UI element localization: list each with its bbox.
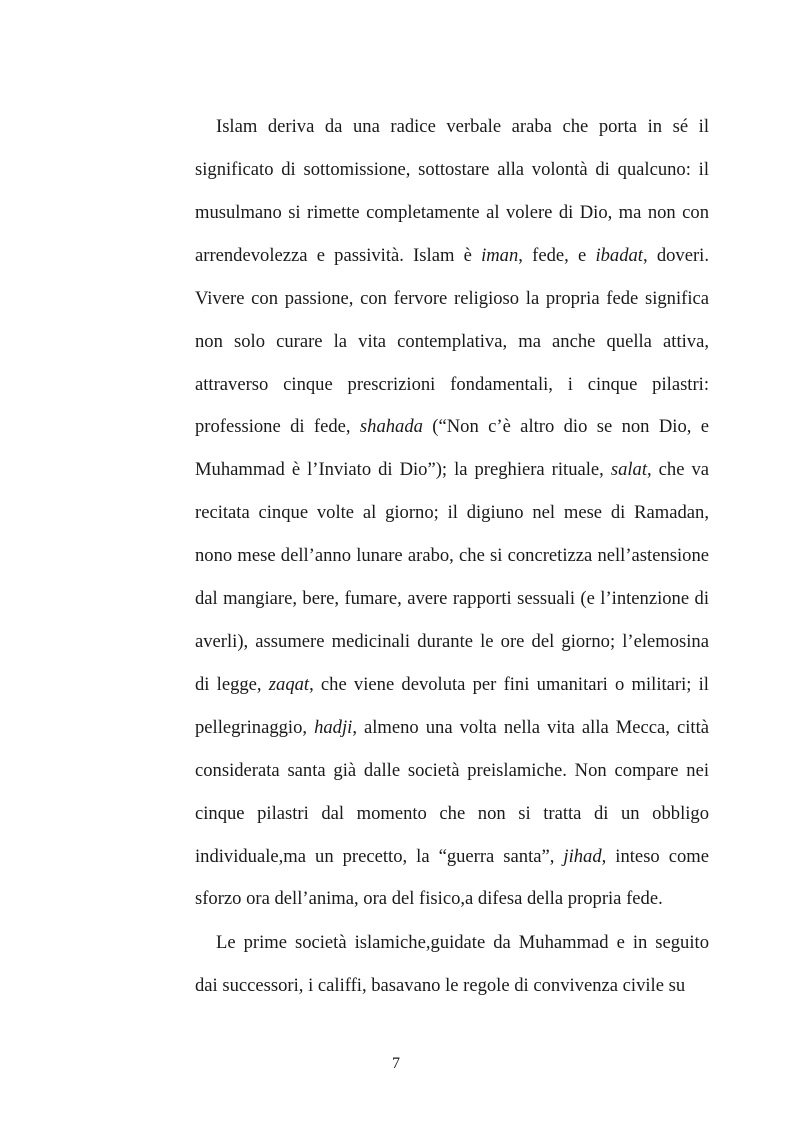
text-segment: recitata cinque volte al giorno; il digiuno nel mese di Ramadan, <box>195 502 709 523</box>
text-line <box>195 584 709 614</box>
text-segment: , che va <box>647 459 709 480</box>
text-segment: sforzo ora dell’anima, ora del fisico,a difesa della propria fede. <box>195 888 663 909</box>
text-segment: arrendevolezza e passività. Islam è <box>195 245 482 266</box>
text-segment: pellegrinaggio, <box>195 717 315 738</box>
text-segment: individuale,ma un precetto, la “guerra santa”, <box>195 846 564 867</box>
text-line <box>195 412 709 442</box>
italic-term: jihad <box>563 846 602 867</box>
text-segment: cinque pilastri dal momento che non si tratta di un obbligo <box>195 803 709 824</box>
text-segment: nono mese dell’anno lunare arabo, che si concretizza nell’astensione <box>195 545 709 566</box>
italic-term: shahada <box>359 416 423 437</box>
text-line <box>195 713 709 743</box>
text-segment: Vivere con passione, con fervore religioso la propria fede significa <box>195 288 709 309</box>
text-segment: dal mangiare, bere, fumare, avere rapporti sessuali (e l’intenzione di <box>195 588 709 609</box>
text-line <box>195 884 709 914</box>
text-line <box>195 670 709 700</box>
text-segment: Muhammad è l’Inviato di Dio”); la preghiera rituale, <box>195 459 611 480</box>
text-line <box>216 928 709 958</box>
text-segment: averli), assumere medicinali durante le ore del giorno; l’elemosina <box>195 631 709 652</box>
text-segment: non solo curare la vita contemplativa, ma anche quella attiva, <box>195 331 709 352</box>
text-line <box>195 627 709 657</box>
text-line <box>195 842 709 872</box>
text-segment: , almeno una volta nella vita alla Mecca, città <box>352 717 709 738</box>
text-line <box>195 455 709 485</box>
italic-term: iman <box>481 245 519 266</box>
text-line <box>195 155 709 185</box>
text-segment: Le prime società islamiche,guidate da Muhammad e in seguito <box>216 932 709 953</box>
text-segment: professione di fede, <box>195 416 360 437</box>
text-line <box>195 971 709 1001</box>
italic-term: ibadat <box>595 245 643 266</box>
text-line <box>216 112 709 142</box>
text-segment: di legge, <box>195 674 269 695</box>
text-line <box>195 198 709 228</box>
text-line <box>195 541 709 571</box>
text-line <box>195 241 709 271</box>
text-line <box>195 799 709 829</box>
text-segment: considerata santa già dalle società preislamiche. Non compare nei <box>195 760 709 781</box>
text-segment: , doveri. <box>642 245 709 266</box>
text-segment: Islam deriva da una radice verbale araba che porta in sé il <box>216 116 709 137</box>
text-segment: dai successori, i califfi, basavano le regole di convivenza civile su <box>195 975 686 996</box>
text-line <box>195 370 709 400</box>
italic-term: zaqat <box>268 674 310 695</box>
text-segment: , che viene devoluta per fini umanitari o militari; il <box>309 674 709 695</box>
text-segment: , inteso come <box>601 846 709 867</box>
italic-term: salat <box>610 459 647 480</box>
page-number: 7 <box>392 1055 400 1072</box>
text-line <box>195 756 709 786</box>
italic-term: hadji <box>314 717 353 738</box>
text-line <box>195 284 709 314</box>
text-segment: (“Non c’è altro dio se non Dio, e <box>422 416 709 437</box>
text-line <box>195 498 709 528</box>
text-segment: attraverso cinque prescrizioni fondamentali, i cinque pilastri: <box>195 374 709 395</box>
text-line <box>195 327 709 357</box>
text-segment: , fede, e <box>518 245 596 266</box>
text-segment: significato di sottomissione, sottostare alla volontà di qualcuno: il <box>195 159 709 180</box>
text-segment: musulmano si rimette completamente al volere di Dio, ma non con <box>195 202 709 223</box>
